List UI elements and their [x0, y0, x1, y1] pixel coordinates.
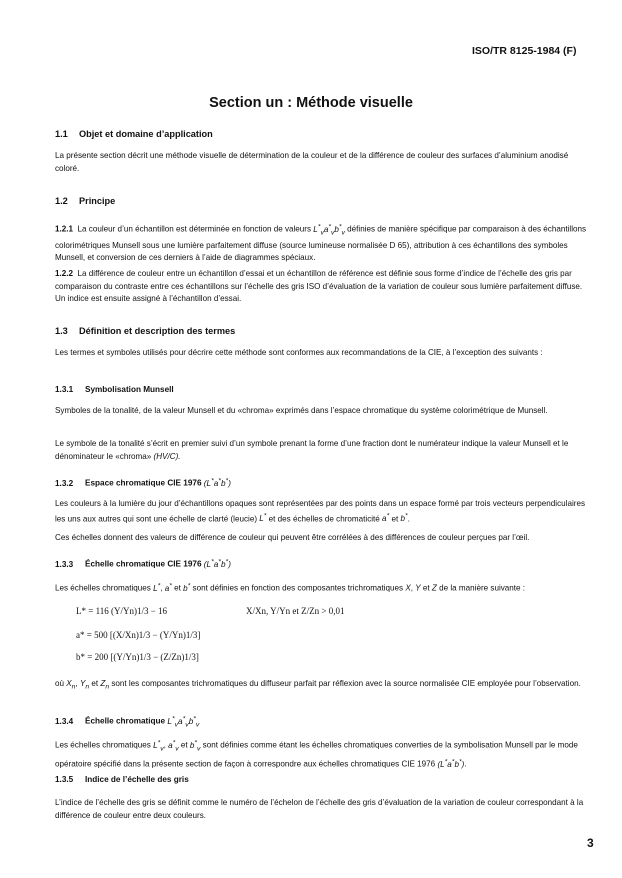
formula-lab: (L*a*b*) [203, 558, 231, 569]
section-title: Symbolisation Munsell [85, 385, 174, 394]
text-run: Le symbole de la tonalité s’écrit en premier suivi d’un symbole prenant la forme d’une fraction dont le numérateur indique la valeur Munsell et le dénominateur le «chroma» [55, 439, 569, 461]
text-run: sont définies comme étant les échelles chromatiques converties de la symbolisation Munsell par le mode opératoire spécifié dans la présente section de façon à correspondre aux échelles chromatiques CIE 1976 [55, 740, 578, 769]
equation-b: b* = 200 [(Y/Yn)1/3 − (Z/Zn)1/3] [76, 652, 199, 662]
paragraph-1-3-5: L’indice de l’échelle des gris se définit comme le numéro de l’échelon de l’échelle des gris d’évaluation de la variation de couleur correspondant à la différence de couleur entre deux couleurs. [55, 798, 584, 820]
section-1-3-5-heading [55, 775, 189, 784]
section-title: Principe [79, 196, 116, 206]
paragraph-1-2-1 [55, 221, 587, 265]
section-1-3-4-heading [55, 715, 199, 728]
section-number: 1.3.1 [55, 385, 74, 394]
equation-L: L* = 116 (Y/Yn)1/3 − 16 [76, 606, 168, 616]
section-title: Définition et description des termes [79, 326, 236, 336]
section-title: Espace chromatique CIE 1976 [85, 478, 202, 488]
section-1-3-2-heading [55, 477, 231, 488]
section-1-3-heading [55, 326, 235, 336]
formula-lab-v: $L^*_va^*_vb^*_v$ [167, 715, 200, 729]
text-run: La couleur d’un échantillon est déterminée en fonction de valeurs [77, 224, 314, 234]
section-title: Échelle chromatique CIE 1976 [85, 559, 202, 569]
page-number: 3 [587, 836, 594, 850]
text-run: et des échelles de chromaticité [266, 514, 383, 524]
paragraph-1-3-2-b: Ces échelles donnent des valeurs de différence de couleur qui peuvent être corrélées à des différences de couleur perçues par l’œil. [55, 533, 530, 542]
section-title: Indice de l’échelle des gris [85, 775, 189, 784]
symbol-b: b* [400, 512, 408, 524]
section-number: 1.3.3 [55, 559, 74, 569]
section-1-1-heading [55, 129, 213, 139]
equation-a: a* = 500 [(X/Xn)1/3 − (Y/Yn)1/3] [76, 630, 201, 640]
section-number: 1.1 [55, 129, 68, 139]
text-run: définies de manière spécifique par comparaison à des échantillons colorimétriques Munsell sous une lumière parfaitement diffuse (source lumineuse normalisée D 65), attribution à ces échantillons des symboles Munsell, et conversion de ces derniers à l’aide de diagrammes spéciaux. [55, 224, 587, 263]
paragraph-number: 1.2.1 [55, 224, 74, 234]
text-run: La différence de couleur entre un échantillon d’essai et un échantillon de référence est définie sous forme d’indice de l’échelle des gris par comparaison du contraste entre ces échantillons sur l’échelle des gris ISO d’évaluation de la variation de couleur sous lumière parfaitement diffuse. Un indice est ensuite assigné à l’échantillon d’essai. [55, 269, 583, 304]
equation-condition: X/Xn, Y/Yn et Z/Zn > 0,01 [246, 606, 345, 616]
section-1-3-intro: Les termes et symboles utilisés pour décrire cette méthode sont conformes aux recommandations de la CIE, à l’exception des suivants : [55, 348, 543, 357]
section-number: 1.3.4 [55, 716, 74, 726]
symbol-a: a* [382, 512, 390, 524]
section-1-2-heading [55, 196, 115, 206]
symbol-L: L* [259, 512, 267, 524]
formula-lab-v: $L^*_va^*_vb^*_v$ [313, 223, 345, 237]
text-run: et [389, 514, 401, 524]
text-run: Les couleurs à la lumière du jour d’échantillons opaques sont représentées par des points dans un espace formé par trois vecteurs perpendiculaires les uns aux autres qui sont une échelle de clarté (leucie) [55, 499, 585, 524]
section-number: 1.3.5 [55, 775, 74, 784]
formula-hvc: (HV/C). [153, 451, 181, 461]
paragraph-1-3-3-b: où $X_n$, $Y_n$ et $Z_n$ sont les composantes trichromatiques du diffuseur parfait par réflexion avec la source normalisée CIE employée pour l’observation. [55, 679, 581, 691]
section-number: 1.3.2 [55, 478, 74, 488]
formula-lab: (L*a*b*) [203, 477, 231, 488]
section-number: 1.2 [55, 196, 68, 206]
text-run: de la manière suivante : [436, 583, 526, 593]
section-1-3-1-heading [55, 385, 174, 394]
paragraph-1-3-2-a: Les couleurs à la lumière du jour d’échantillons opaques sont représentées par des points dans un espace formé par trois vecteurs perpendiculaires les uns aux autres qui sont une échelle de clarté (leucie) L* et des échelles de chromaticité a* et b*. [55, 499, 585, 524]
paragraph-1-3-1-a: Symboles de la tonalité, de la valeur Munsell et du «chroma» exprimés dans l’espace chromatique du système colorimétrique de Munsell. [55, 406, 548, 415]
paragraph-number: 1.2.2 [55, 269, 74, 278]
section-1-3-3-heading [55, 558, 231, 569]
page-title: Section un : Méthode visuelle [209, 95, 413, 111]
section-title: Échelle chromatique [85, 716, 166, 726]
text-run: Les échelles chromatiques [55, 740, 154, 750]
paragraph-1-3-4: Les échelles chromatiques $L^*_v$, $a^*_v$ et $b^*_v$ sont définies comme étant les échelles chromatiques converties de la symbolisation Munsell par le mode opératoire spécifié dans la présente section de façon à correspondre aux échelles chromatiques CIE 1976 (L*a*b*). [55, 739, 578, 769]
paragraph-1-3-1-b [55, 438, 587, 463]
text-run: où [55, 679, 67, 688]
text-run: sont définies en fonction des composantes trichromatiques [190, 583, 406, 593]
text-run: Les échelles chromatiques [55, 583, 154, 593]
section-number: 1.3 [55, 326, 68, 336]
standard-reference: ISO/TR 8125-1984 (F) [472, 45, 577, 57]
text-run: sont les composantes trichromatiques du diffuseur parfait par réflexion avec la source normalisée CIE employée pour l’observation. [109, 679, 581, 688]
section-1-1-text: La présente section décrit une méthode visuelle de détermination de la couleur et de la différence de couleur des surfaces d’aluminium anodisé coloré. [55, 151, 569, 173]
paragraph-1-3-3-a: Les échelles chromatiques L*, a* et b* sont définies en fonction des composantes trichromatiques X, Y et Z de la manière suivante : [55, 582, 526, 593]
paragraph-1-2-2 [55, 268, 587, 306]
section-title: Objet et domaine d’application [79, 129, 213, 139]
